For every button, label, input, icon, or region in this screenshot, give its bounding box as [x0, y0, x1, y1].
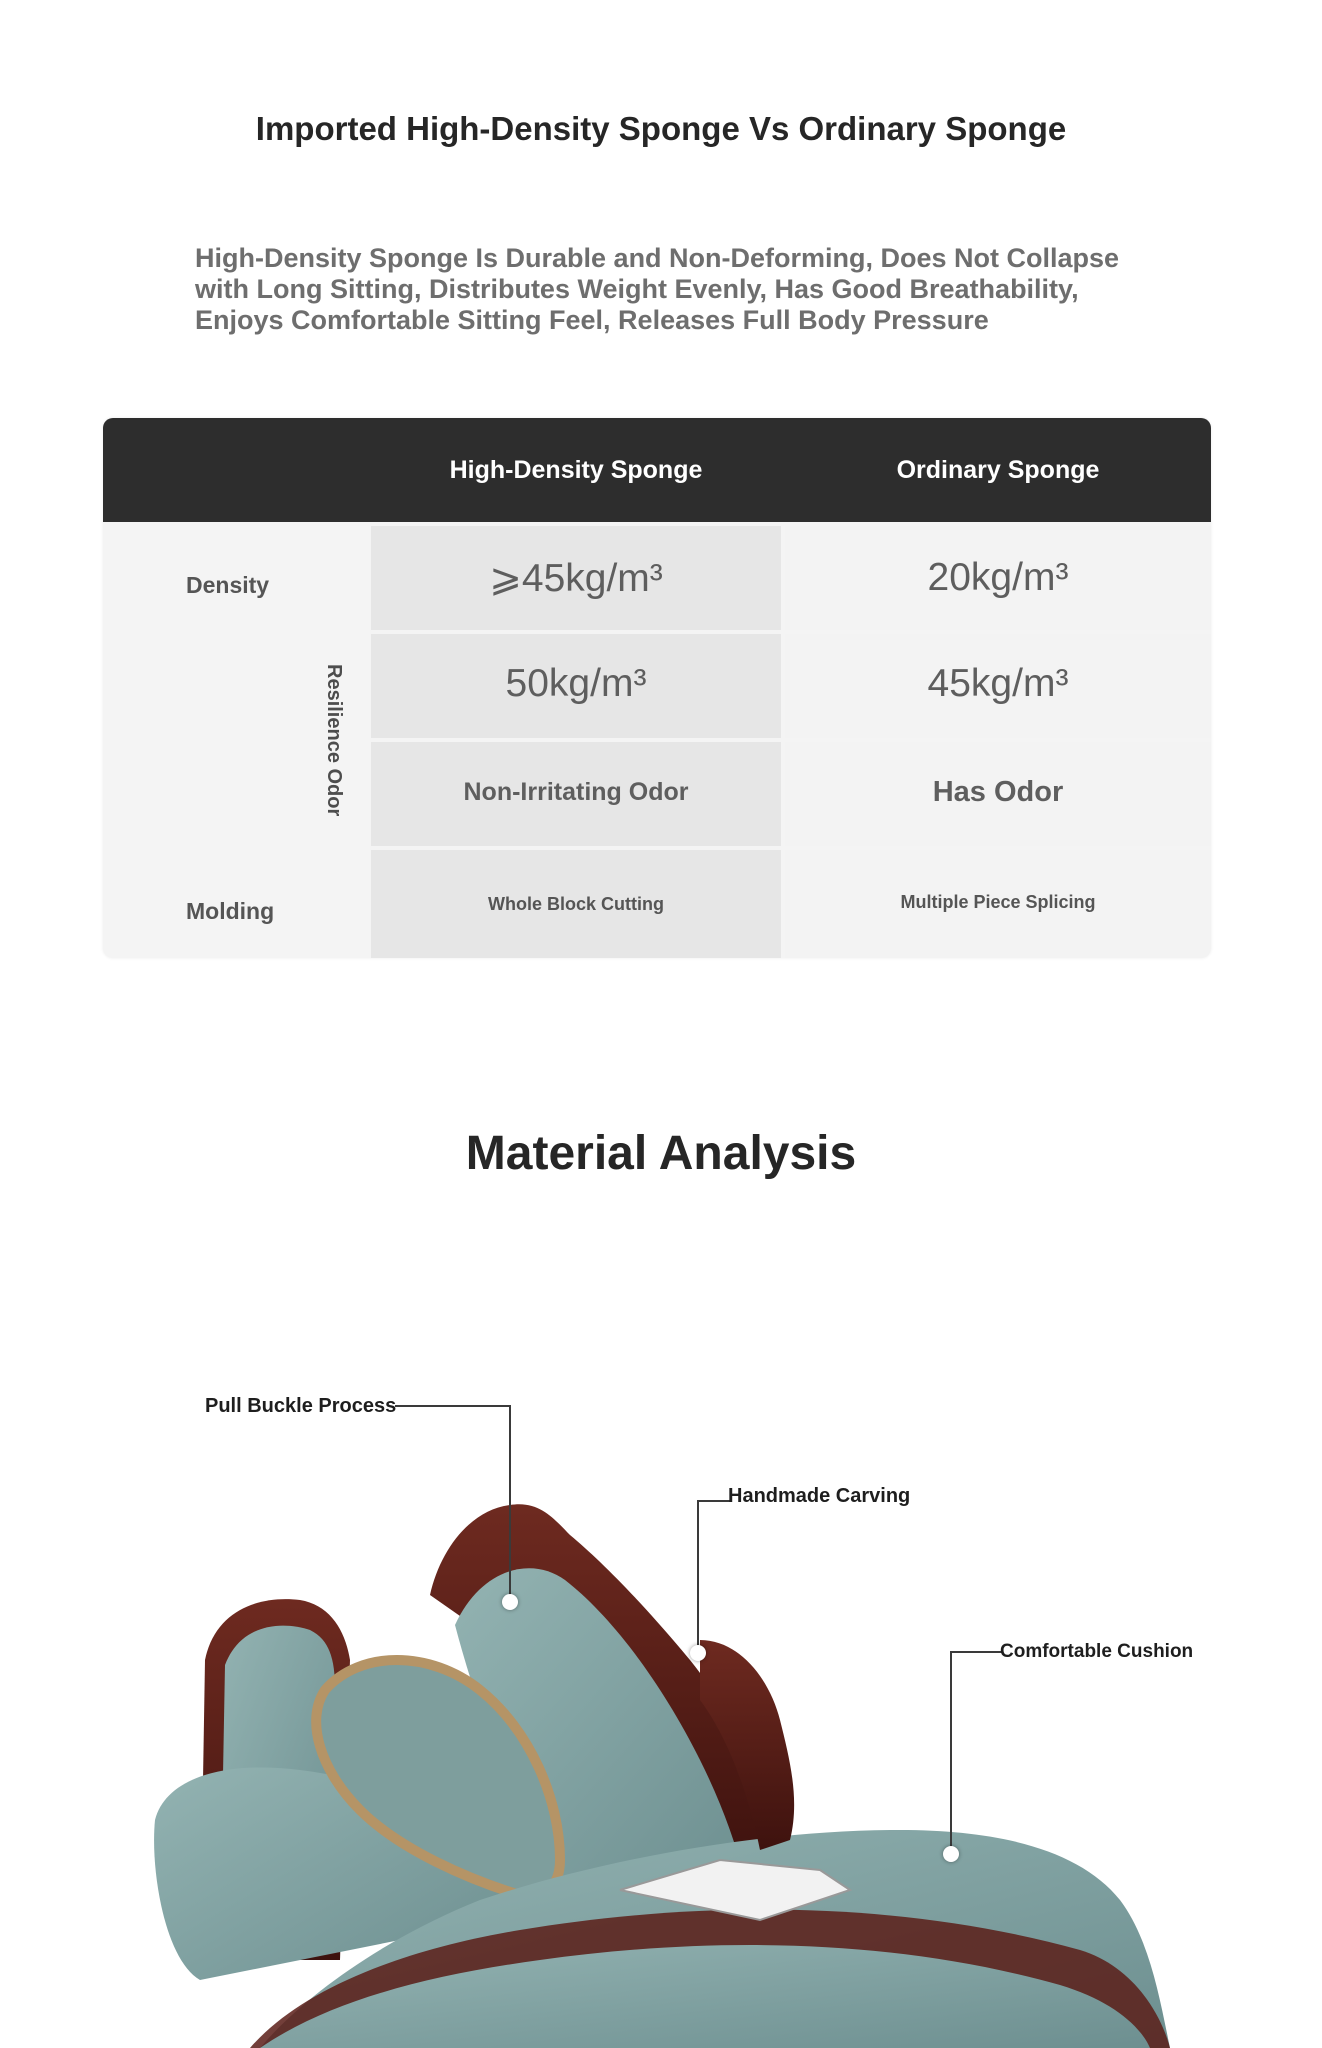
column-header-ordinary: Ordinary Sponge — [896, 456, 1100, 484]
pull-buckle-marker — [502, 1594, 518, 1610]
cell-ordinary-density: 20kg/m³ — [927, 556, 1069, 599]
cell-ordinary-molding: Multiple Piece Splicing — [900, 892, 1096, 912]
cell-high-molding: Whole Block Cutting — [488, 894, 664, 914]
cell-high-resilience: 50kg/m³ — [505, 662, 647, 705]
column-header-high-density: High-Density Sponge — [449, 456, 703, 484]
description: High-Density Sponge Is Durable and Non-Deforming, Does Not Collapse with Long Sitting, Distributes Weight Evenly, Has Good Breathability, Enjoys Comfortable Sitting Feel, Releases Full Body Pressure — [195, 243, 1120, 335]
cell-ordinary-resilience: 45kg/m³ — [927, 662, 1069, 705]
cell-high-odor: Non-Irritating Odor — [463, 778, 689, 806]
handmade-carving-marker — [690, 1645, 706, 1661]
comfortable-cushion-marker — [943, 1846, 959, 1862]
vertical-label-resilience-odor: Resilience Odor — [323, 664, 345, 817]
cell-ordinary-odor: Has Odor — [932, 776, 1064, 808]
cell-high-density: ⩾45kg/m³ — [489, 557, 663, 600]
row-label-density: Density — [186, 572, 270, 598]
page-title: Imported High-Density Sponge Vs Ordinary Sponge — [255, 110, 1067, 147]
callout-pull-buckle-process: Pull Buckle Process — [205, 1395, 397, 1417]
callout-comfortable-cushion: Comfortable Cushion — [1000, 1641, 1194, 1662]
row-label-molding: Molding — [186, 898, 275, 924]
section-title-material-analysis: Material Analysis — [465, 1127, 857, 1180]
callout-handmade-carving: Handmade Carving — [728, 1485, 911, 1507]
